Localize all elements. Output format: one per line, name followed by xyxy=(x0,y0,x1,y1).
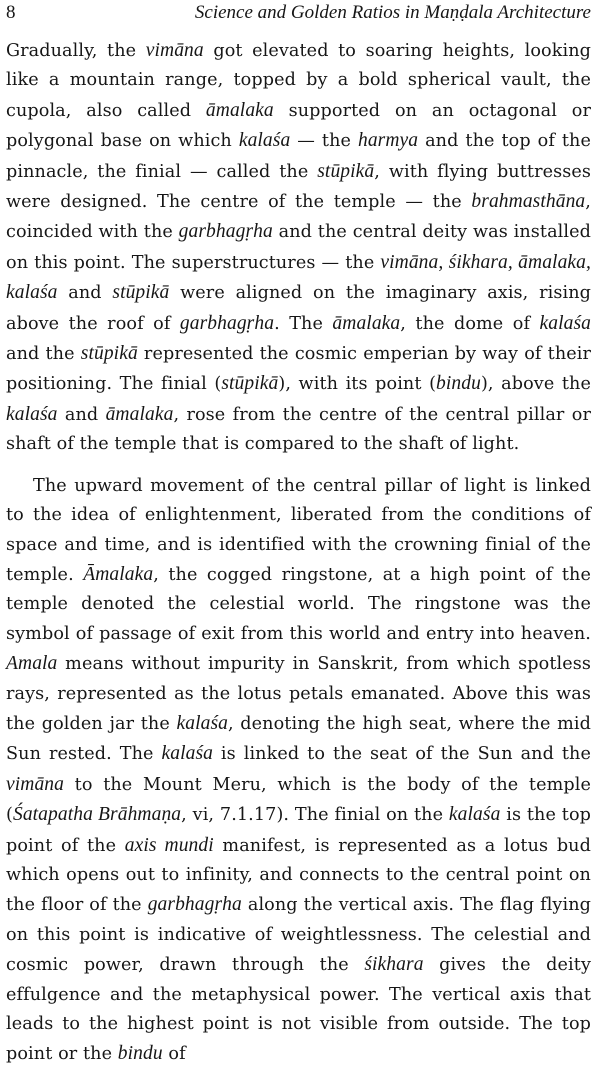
text-run: , coincided with the xyxy=(6,192,591,243)
italic-term: kalaśa xyxy=(238,130,291,152)
italic-term: vimāna xyxy=(6,773,65,795)
italic-term: bindu xyxy=(117,1043,163,1065)
text-run: ), with its point ( xyxy=(278,374,437,395)
text-run: ), above the xyxy=(480,374,591,395)
italic-term: vimāna, śikhara, āmalaka, kalaśa xyxy=(6,251,591,304)
text-run: were aligned on the imaginary axis, rising above the roof of xyxy=(6,283,591,334)
text-run: , with flying buttresses were designed. The centre of the temple — the xyxy=(6,161,591,213)
text-run: gives the deity effulgence and the metaphysical power. The vertical axis that leads to the highest point is not visible from outside. The top point or the xyxy=(6,955,591,1065)
italic-term: Śatapatha Brāhmaṇa xyxy=(12,804,182,826)
text-run: got elevated to soaring heights, looking like a mountain range, topped by a bold spherical vault, the cupola, also called xyxy=(6,41,591,121)
text-run: and the top of the pinnacle, the finial — called the xyxy=(6,131,592,182)
italic-term: āmalaka xyxy=(105,403,174,425)
italic-term: āmalaka xyxy=(205,99,274,121)
text-run: and xyxy=(57,404,106,425)
italic-term: vimāna xyxy=(145,40,204,61)
running-head xyxy=(6,0,591,34)
italic-term: brahmasthāna xyxy=(471,191,586,213)
italic-term: stūpikā xyxy=(80,343,138,365)
text-run: Gradually, the xyxy=(6,41,146,61)
page-number: 8 xyxy=(6,2,16,23)
text-run: , vi, 7.1.17). The finial on the xyxy=(181,805,449,826)
italic-term: axis mundi xyxy=(124,834,214,856)
text-run: means without impurity in Sanskrit, from which spotless rays, represented as the lotus petals emanated. Above this was the golden jar the xyxy=(6,654,591,734)
italic-term: āmalaka xyxy=(332,312,401,334)
italic-term: garbhagṛha xyxy=(179,312,275,334)
text-run: , denoting the high seat, where the mid Sun rested. The xyxy=(6,713,591,765)
italic-term: kalaśa xyxy=(539,312,592,334)
italic-term: garbhagṛha xyxy=(147,894,242,916)
body-text xyxy=(6,36,591,1070)
text-run: , the cogged ringstone, at a high point of the temple denoted the celestial world. The ringstone was the symbol of passage of exit from this world and entry into heaven. xyxy=(6,564,591,644)
text-run: is the top point of the xyxy=(6,805,592,856)
text-run: , rose from the centre of the central pillar or shaft of the temple that is compared to the shaft of light. xyxy=(6,404,591,455)
text-run: along the vertical axis. The flag flying on this point is indicative of weightlessness. The celestial and cosmic power, drawn through the xyxy=(6,895,591,976)
text-run: The upward movement of the central pillar of light is linked to the idea of enlightenment, liberated from the conditions of space and time, and is identified with the crowning finial of the temple. xyxy=(6,475,591,585)
italic-term: stūpikā xyxy=(317,160,375,182)
italic-term: Āmalaka xyxy=(83,563,154,585)
italic-term: Amala xyxy=(6,653,58,675)
text-run: and the xyxy=(6,344,81,365)
text-run: and the central deity was installed on this point. The superstructures — the xyxy=(6,222,591,273)
italic-term: harmya xyxy=(357,130,419,152)
text-run: . The xyxy=(274,313,333,334)
text-run: and xyxy=(57,283,113,304)
italic-term: stūpikā xyxy=(221,373,279,395)
text-run: , the dome of xyxy=(400,313,540,334)
italic-term: kalaśa xyxy=(161,743,213,765)
paragraph-2 xyxy=(6,472,591,1070)
italic-term: stūpikā xyxy=(112,282,170,304)
paragraph-1 xyxy=(6,36,591,460)
text-run: represented the cosmic emperian by way of their positioning. The finial ( xyxy=(6,344,591,395)
running-title: Science and Golden Ratios in Maṇḍala Architecture xyxy=(194,2,591,23)
text-run: — the xyxy=(290,131,358,152)
italic-term: śikhara xyxy=(364,954,424,976)
italic-term: garbhagṛha xyxy=(178,221,273,243)
text-run: of xyxy=(162,1044,186,1065)
text-run: manifest, is represented as a lotus bud which opens out to infinity, and connects to the central point on the floor of the xyxy=(6,835,591,916)
text-run: is linked to the seat of the Sun and the xyxy=(213,744,591,765)
italic-term: kalaśa xyxy=(448,804,501,826)
text-run: to the Mount Meru, which is the body of the temple ( xyxy=(6,774,591,826)
italic-term: bindu xyxy=(436,373,481,395)
italic-term: kalaśa xyxy=(6,403,58,425)
text-run: supported on an octagonal or polygonal base on which xyxy=(6,100,591,152)
italic-term: kalaśa xyxy=(176,712,228,734)
